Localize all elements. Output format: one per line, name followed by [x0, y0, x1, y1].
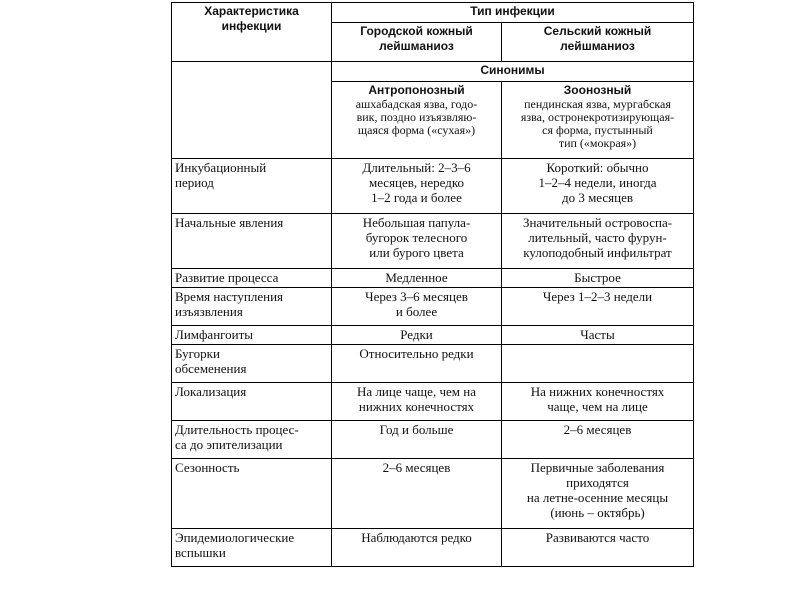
header-characteristic: Характеристика инфекции — [172, 3, 332, 62]
anthroponotic-title: Антропонозный — [368, 83, 465, 97]
rural-value: Короткий: обычно 1–2–4 недели, иногда до 3 месяцев — [502, 159, 694, 214]
row-label: Эпидемиологические вспышки — [172, 529, 332, 567]
header-synonyms: Синонимы — [332, 62, 694, 82]
header-infection-type: Тип инфекции — [332, 3, 694, 23]
table-row — [172, 459, 694, 529]
header-rural: Сельский кожный лейшманиоз — [502, 23, 694, 62]
table-row — [172, 529, 694, 567]
urban-value: 2–6 месяцев — [332, 459, 502, 529]
table-row — [172, 345, 694, 383]
rural-value: Быстрое — [502, 269, 694, 288]
zoonotic-desc: пендинская язва, мургабская язва, остронекротизирующая- ся форма, пустынный тип («мокрая») — [520, 97, 675, 150]
rural-value: Развиваются часто — [502, 529, 694, 567]
rural-value: На нижних конечностях чаще, чем на лице — [502, 383, 694, 421]
rural-value: Часты — [502, 326, 694, 345]
rural-value: Значительный островоспа- лительный, часто фурун- кулоподобный инфильтрат — [502, 214, 694, 269]
row-label: Начальные явления — [172, 214, 332, 269]
anthroponotic-desc: ашхабадская язва, годо- вик, поздно изъязвляю- щаяся форма («сухая») — [355, 97, 478, 137]
urban-value: На лице чаще, чем на нижних конечностях — [332, 383, 502, 421]
rural-value: Через 1–2–3 недели — [502, 288, 694, 326]
table-row — [172, 214, 694, 269]
table-row — [172, 421, 694, 459]
zoonotic-title: Зоонозный — [563, 83, 632, 97]
rural-value: Первичные заболевания приходятся на летне-осенние месяцы (июнь – октябрь) — [502, 459, 694, 529]
header-zoonotic — [502, 82, 694, 159]
header-anthroponotic — [332, 82, 502, 159]
row-label: Инкубационный период — [172, 159, 332, 214]
header-urban: Городской кожный лейшманиоз — [332, 23, 502, 62]
rural-value — [502, 345, 694, 383]
rural-value: 2–6 месяцев — [502, 421, 694, 459]
row-label: Лимфангоиты — [172, 326, 332, 345]
header-blank-cell — [172, 62, 332, 159]
urban-value: Длительный: 2–3–6 месяцев, нередко 1–2 года и более — [332, 159, 502, 214]
row-label: Развитие процесса — [172, 269, 332, 288]
urban-value: Небольшая папула- бугорок телесного или бурого цвета — [332, 214, 502, 269]
urban-value: Наблюдаются редко — [332, 529, 502, 567]
leishmaniasis-comparison-table — [171, 2, 694, 567]
row-label: Длительность процес- са до эпителизации — [172, 421, 332, 459]
table-row — [172, 326, 694, 345]
row-label: Бугорки обсеменения — [172, 345, 332, 383]
urban-value: Год и больше — [332, 421, 502, 459]
urban-value: Медленное — [332, 269, 502, 288]
table-row — [172, 269, 694, 288]
row-label: Время наступления изъязвления — [172, 288, 332, 326]
row-label: Сезонность — [172, 459, 332, 529]
table-row — [172, 159, 694, 214]
table-row — [172, 288, 694, 326]
row-label: Локализация — [172, 383, 332, 421]
urban-value: Относительно редки — [332, 345, 502, 383]
urban-value: Редки — [332, 326, 502, 345]
table-row — [172, 383, 694, 421]
urban-value: Через 3–6 месяцев и более — [332, 288, 502, 326]
